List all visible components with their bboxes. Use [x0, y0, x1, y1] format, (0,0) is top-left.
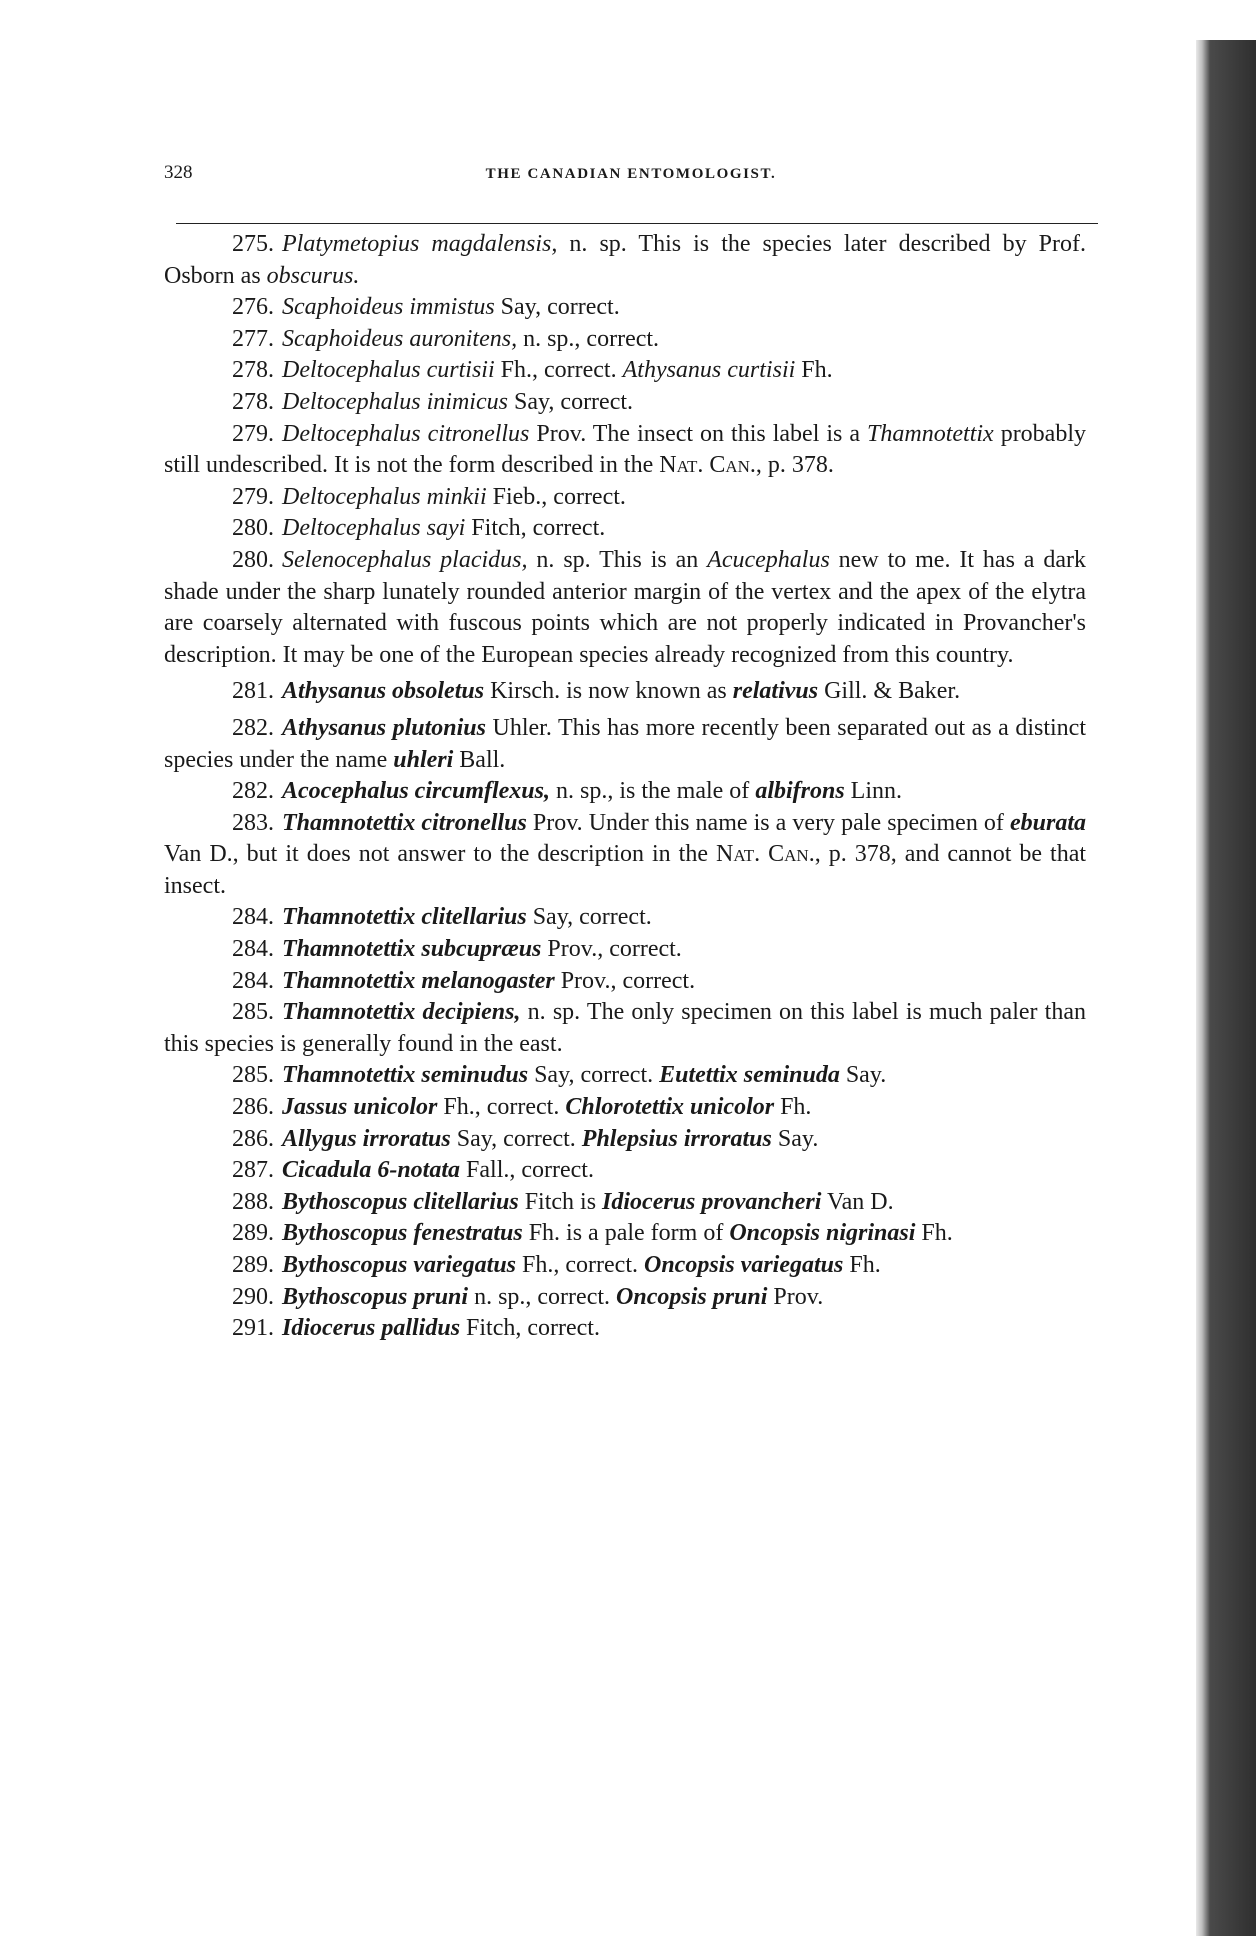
species-name: Phlepsius irroratus — [581, 1125, 772, 1152]
entry-text: probably still undescribed. It is not the form described in the — [164, 420, 1086, 479]
entry-text: Fall., correct. — [460, 1157, 594, 1184]
catalogue-entry — [164, 934, 1086, 966]
species-name: Deltocephalus sayi — [282, 515, 466, 542]
entry-text: p. 378, and cannot be that insect. — [164, 841, 1087, 899]
entry-text: Fitch, correct. — [460, 1315, 600, 1342]
species-name: Idiocerus provancheri — [602, 1188, 822, 1215]
entry-text: n. sp. The only specimen on this label is much paler than this species is generally found in the east. — [164, 999, 1086, 1057]
species-name: Thamnotettix melanogaster — [282, 967, 555, 994]
book-page — [164, 0, 1098, 1936]
entry-text: Prov., correct. — [554, 967, 696, 994]
entry-number: 279. — [232, 420, 274, 447]
journal-abbreviation: Nat. Can., — [659, 452, 762, 479]
species-name: Oncopsis nigrinasi — [729, 1220, 916, 1247]
entry-number: 276. — [232, 294, 274, 321]
entry-number: 285. — [232, 999, 274, 1026]
catalogue-entry — [164, 419, 1086, 482]
entry-text: Say, correct. — [450, 1125, 582, 1152]
species-name: Deltocephalus inimicus — [282, 388, 508, 415]
species-name: Scaphoideus immistus — [282, 294, 495, 321]
species-name: Platymetopius magdalensis, — [282, 231, 558, 257]
entry-text: Prov., correct. — [541, 936, 682, 963]
entry-number: 284. — [232, 904, 274, 931]
entry-text: Say. — [771, 1125, 819, 1152]
entry-text: Fitch, correct. — [465, 515, 606, 542]
catalogue-entry — [164, 1250, 1086, 1282]
entry-text: n. sp., is the male of — [550, 778, 756, 805]
species-name: Athysanus curtisii — [622, 357, 796, 384]
catalogue-entry — [164, 713, 1086, 776]
entry-text: Fh. — [774, 1094, 812, 1121]
entry-number: 280. — [232, 546, 274, 573]
catalogue-entry — [164, 1218, 1086, 1250]
entry-text: Fh. — [915, 1220, 953, 1247]
entry-text: Ball. — [453, 746, 506, 773]
species-name: Oncopsis pruni — [616, 1283, 768, 1310]
entry-text: Fieb., correct. — [486, 483, 626, 510]
page-header — [164, 162, 1098, 192]
species-name: Scaphoideus auronitens, — [282, 325, 518, 352]
species-name: Athysanus plutonius — [282, 714, 486, 741]
species-name: Thamnotettix subcupræus — [282, 936, 542, 963]
entry-text: Fh. — [795, 357, 833, 384]
entry-number: 284. — [232, 936, 274, 963]
species-name: Bythoscopus variegatus — [282, 1252, 517, 1278]
entry-number: 278. — [232, 357, 274, 384]
catalogue-entry — [164, 229, 1086, 292]
species-name: Selenocephalus placidus, — [282, 546, 528, 573]
species-name: Allygus irroratus — [282, 1125, 451, 1152]
entry-text: n. sp., correct. — [517, 325, 660, 352]
species-name: Cicadula 6-notata — [282, 1157, 461, 1184]
entry-text: Kirsch. is now known as — [484, 678, 733, 705]
entry-number: 280. — [232, 515, 274, 542]
catalogue-entry — [164, 1060, 1086, 1092]
species-name: Idiocerus pallidus — [282, 1315, 461, 1342]
entry-text: Fitch is — [518, 1188, 603, 1215]
entry-text: Prov. — [767, 1283, 824, 1310]
entry-text: n. sp. This is an — [527, 546, 708, 573]
entry-text: Fh. is a pale form of — [522, 1220, 730, 1247]
entry-text: Uhler. This has more recently been separated out as a distinct species under the name — [164, 714, 1086, 773]
catalogue-entry — [164, 387, 1086, 419]
entry-number: 286. — [232, 1094, 274, 1121]
entry-number: 288. — [232, 1188, 274, 1215]
species-name: uhleri — [393, 746, 454, 773]
species-name: Chlorotettix unicolor — [565, 1094, 775, 1121]
entry-text: Say, correct. — [528, 1062, 660, 1089]
catalogue-entry — [164, 482, 1086, 514]
entry-text: Fh., correct. — [516, 1252, 644, 1278]
catalogue-entry — [164, 1155, 1086, 1187]
page-number: 328 — [164, 162, 193, 183]
catalogue-entry — [164, 808, 1086, 903]
entry-number: 287. — [232, 1157, 274, 1184]
entry-number: 281. — [232, 678, 274, 705]
catalogue-entry — [164, 1313, 1086, 1345]
entry-text: n. sp. This is the species later described by Prof. Osborn as — [164, 231, 1086, 289]
species-name: Bythoscopus clitellarius — [282, 1188, 519, 1215]
catalogue-entry — [164, 545, 1086, 671]
entry-text: Say, correct. — [494, 294, 620, 321]
species-name: Deltocephalus minkii — [282, 483, 487, 510]
entry-text: Say. — [839, 1062, 887, 1089]
species-name: obscurus. — [266, 262, 360, 289]
species-name: Bythoscopus fenestratus — [282, 1220, 523, 1247]
entry-text: Gill. & Baker. — [818, 678, 961, 705]
entry-text: Say, correct. — [507, 388, 634, 415]
entry-text: Van D., but it does not answer to the description in the — [164, 841, 717, 868]
entry-number: 285. — [232, 1062, 274, 1089]
species-name: Oncopsis variegatus — [644, 1252, 844, 1278]
species-name: Athysanus obsoletus — [282, 678, 485, 705]
page-edge-shadow — [1196, 40, 1256, 1936]
species-name: albifrons — [755, 778, 845, 805]
species-name: Acocephalus circumflexus, — [282, 778, 550, 805]
entry-text: Prov. Under this name is a very pale specimen of — [526, 809, 1010, 836]
species-name: Thamnotettix seminudus — [282, 1062, 529, 1089]
entry-text: Linn. — [844, 778, 902, 805]
catalogue-entry — [164, 513, 1086, 545]
species-name: Acucephalus — [707, 546, 830, 573]
entry-number: 275. — [232, 231, 274, 257]
entry-text: Say, correct. — [526, 904, 652, 931]
catalogue-entry — [164, 1187, 1086, 1219]
species-name: Thamnotettix clitellarius — [282, 904, 527, 931]
entry-text: Prov. The insect on this label is a — [529, 420, 868, 447]
entry-number: 283. — [232, 809, 274, 836]
entry-text: p. 378. — [761, 452, 834, 479]
entry-text: Fh., correct. — [494, 357, 623, 384]
entry-number: 286. — [232, 1125, 274, 1152]
entry-text: n. sp., correct. — [468, 1283, 617, 1310]
species-name: Deltocephalus citronellus — [282, 420, 530, 447]
catalogue-entry — [164, 902, 1086, 934]
species-name: eburata — [1009, 809, 1086, 836]
species-name: Thamnotettix — [867, 420, 994, 447]
entry-number: 279. — [232, 483, 274, 510]
page-body — [164, 229, 1086, 1345]
entry-number: 289. — [232, 1252, 274, 1278]
running-title: THE CANADIAN ENTOMOLOGIST. — [485, 166, 777, 182]
catalogue-entry — [164, 1092, 1086, 1124]
species-name: relativus — [732, 678, 819, 705]
catalogue-entry — [164, 776, 1086, 808]
header-rule — [176, 223, 1098, 224]
entry-number: 278. — [232, 388, 274, 415]
entry-number: 282. — [232, 714, 274, 741]
catalogue-entry — [164, 355, 1086, 387]
catalogue-entry — [164, 1282, 1086, 1314]
entry-text: new to me. It has a dark shade under the sharp lunately rounded anterior margin of the vertex and the apex of the elytra are coarsely alternated with fuscous points which are not properly indicated in Provancher's description. It may be one of the European species already recognized from this country. — [164, 546, 1086, 668]
entry-text: Fh., correct. — [437, 1094, 566, 1121]
species-name: Deltocephalus curtisii — [282, 357, 495, 384]
entry-text: Fh. — [843, 1252, 881, 1278]
catalogue-entry — [164, 676, 1086, 708]
catalogue-entry — [164, 324, 1086, 356]
entry-number: 291. — [232, 1315, 274, 1342]
species-name: Jassus unicolor — [282, 1094, 438, 1121]
species-name: Thamnotettix decipiens, — [282, 999, 521, 1026]
species-name: Thamnotettix citronellus — [282, 809, 527, 836]
catalogue-entry — [164, 1124, 1086, 1156]
entry-text: Van D. — [821, 1188, 894, 1215]
catalogue-entry — [164, 292, 1086, 324]
journal-abbreviation: Nat. Can., — [716, 841, 821, 868]
catalogue-entry — [164, 997, 1086, 1060]
entry-number: 282. — [232, 778, 274, 805]
entry-number: 290. — [232, 1283, 274, 1310]
entry-number: 284. — [232, 967, 274, 994]
entry-number: 277. — [232, 325, 274, 352]
species-name: Bythoscopus pruni — [282, 1283, 469, 1310]
species-name: Eutettix seminuda — [659, 1062, 840, 1089]
entry-number: 289. — [232, 1220, 274, 1247]
catalogue-entry — [164, 966, 1086, 998]
